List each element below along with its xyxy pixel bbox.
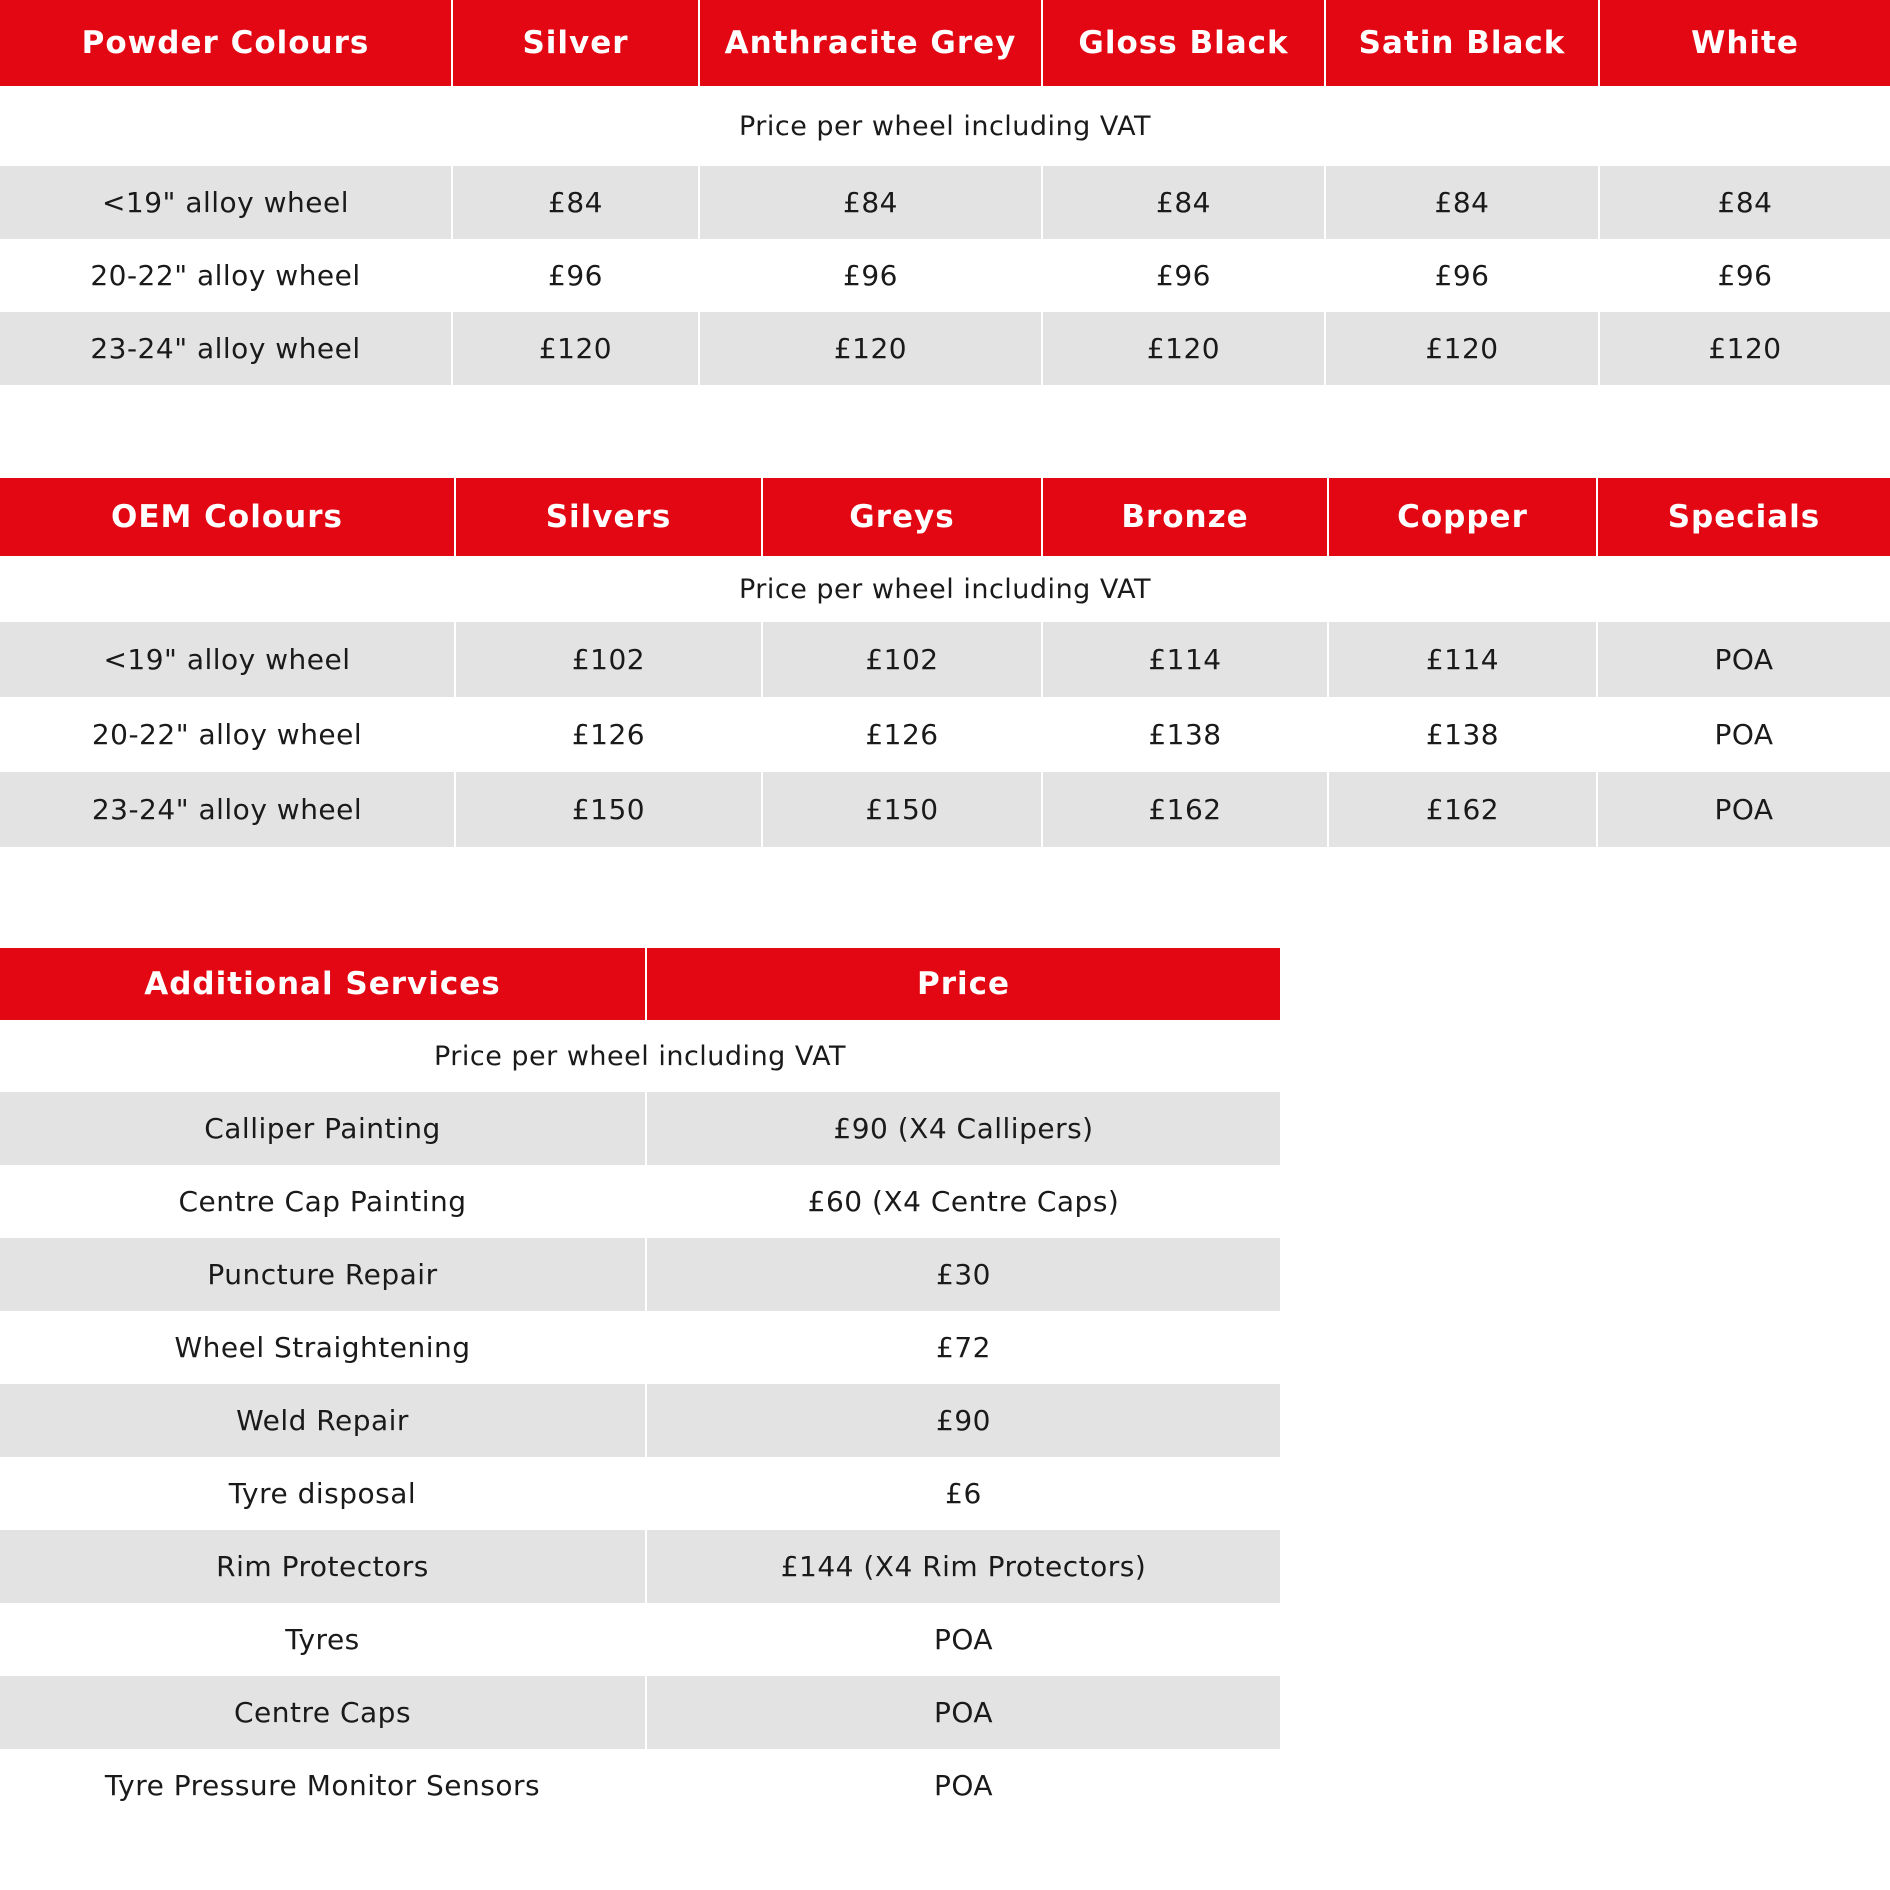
price-cell: £96: [1042, 239, 1325, 312]
service-price: £30: [646, 1238, 1280, 1311]
table-row: [0, 1749, 1280, 1822]
service-name: Weld Repair: [0, 1384, 646, 1457]
price-cell: £120: [1325, 312, 1599, 385]
column-header-label: Powder Colours: [0, 0, 452, 86]
column-header-greys: Greys: [762, 478, 1042, 556]
service-price: POA: [646, 1749, 1280, 1822]
table-header-row: [0, 948, 1280, 1020]
table-row: [0, 1092, 1280, 1165]
table-row: [0, 1238, 1280, 1311]
column-header-white: White: [1599, 0, 1890, 86]
row-label: 20-22" alloy wheel: [0, 697, 455, 772]
price-cell: £120: [452, 312, 699, 385]
table-row: [0, 1311, 1280, 1384]
oem-colours-table: [0, 478, 1890, 847]
price-cell: £84: [452, 166, 699, 239]
price-cell: £114: [1042, 622, 1328, 697]
price-note: Price per wheel including VAT: [0, 86, 1890, 166]
price-note: Price per wheel including VAT: [0, 1020, 1280, 1092]
powder-colours-table: [0, 0, 1890, 385]
price-cell: £96: [699, 239, 1042, 312]
price-cell: £84: [1325, 166, 1599, 239]
price-cell: POA: [1597, 622, 1890, 697]
service-price: £90 (X4 Callipers): [646, 1092, 1280, 1165]
service-name: Wheel Straightening: [0, 1311, 646, 1384]
row-label: 20-22" alloy wheel: [0, 239, 452, 312]
row-label: 23-24" alloy wheel: [0, 312, 452, 385]
service-name: Calliper Painting: [0, 1092, 646, 1165]
price-cell: £138: [1328, 697, 1597, 772]
table-row: [0, 772, 1890, 847]
table-header-row: [0, 0, 1890, 86]
price-cell: £114: [1328, 622, 1597, 697]
service-name: Puncture Repair: [0, 1238, 646, 1311]
table-row: [0, 239, 1890, 312]
service-price: £6: [646, 1457, 1280, 1530]
service-name: Centre Caps: [0, 1676, 646, 1749]
price-note: Price per wheel including VAT: [0, 556, 1890, 622]
table-row: [0, 1457, 1280, 1530]
price-cell: POA: [1597, 772, 1890, 847]
price-cell: £150: [762, 772, 1042, 847]
column-header-silver: Silver: [452, 0, 699, 86]
column-header-service: Additional Services: [0, 948, 646, 1020]
column-header-specials: Specials: [1597, 478, 1890, 556]
column-header-silvers: Silvers: [455, 478, 762, 556]
service-name: Rim Protectors: [0, 1530, 646, 1603]
price-cell: £120: [1599, 312, 1890, 385]
price-cell: £96: [1599, 239, 1890, 312]
additional-services-table: [0, 948, 1280, 1822]
column-header-anthracite-grey: Anthracite Grey: [699, 0, 1042, 86]
service-price: POA: [646, 1676, 1280, 1749]
service-name: Centre Cap Painting: [0, 1165, 646, 1238]
note-row: [0, 86, 1890, 166]
table-row: [0, 1676, 1280, 1749]
note-row: [0, 1020, 1280, 1092]
service-price: £60 (X4 Centre Caps): [646, 1165, 1280, 1238]
price-cell: £126: [455, 697, 762, 772]
price-cell: £102: [455, 622, 762, 697]
column-header-bronze: Bronze: [1042, 478, 1328, 556]
service-price: £144 (X4 Rim Protectors): [646, 1530, 1280, 1603]
price-cell: £84: [1042, 166, 1325, 239]
column-header-satin-black: Satin Black: [1325, 0, 1599, 86]
column-header-label: OEM Colours: [0, 478, 455, 556]
price-cell: £84: [1599, 166, 1890, 239]
price-cell: £102: [762, 622, 1042, 697]
column-header-gloss-black: Gloss Black: [1042, 0, 1325, 86]
price-cell: £120: [1042, 312, 1325, 385]
note-row: [0, 556, 1890, 622]
column-header-price: Price: [646, 948, 1280, 1020]
price-cell: £96: [452, 239, 699, 312]
service-name: Tyres: [0, 1603, 646, 1676]
table-row: [0, 622, 1890, 697]
price-cell: £138: [1042, 697, 1328, 772]
row-label: <19" alloy wheel: [0, 166, 452, 239]
table-row: [0, 1165, 1280, 1238]
table-row: [0, 1384, 1280, 1457]
price-cell: £162: [1042, 772, 1328, 847]
price-cell: £96: [1325, 239, 1599, 312]
table-row: [0, 1603, 1280, 1676]
price-cell: £162: [1328, 772, 1597, 847]
service-name: Tyre Pressure Monitor Sensors: [0, 1749, 646, 1822]
row-label: <19" alloy wheel: [0, 622, 455, 697]
service-price: £72: [646, 1311, 1280, 1384]
price-cell: £84: [699, 166, 1042, 239]
table-header-row: [0, 478, 1890, 556]
row-label: 23-24" alloy wheel: [0, 772, 455, 847]
price-cell: £126: [762, 697, 1042, 772]
table-row: [0, 697, 1890, 772]
table-row: [0, 166, 1890, 239]
service-price: POA: [646, 1603, 1280, 1676]
table-row: [0, 312, 1890, 385]
service-name: Tyre disposal: [0, 1457, 646, 1530]
column-header-copper: Copper: [1328, 478, 1597, 556]
table-row: [0, 1530, 1280, 1603]
service-price: £90: [646, 1384, 1280, 1457]
price-cell: £120: [699, 312, 1042, 385]
price-cell: POA: [1597, 697, 1890, 772]
price-cell: £150: [455, 772, 762, 847]
